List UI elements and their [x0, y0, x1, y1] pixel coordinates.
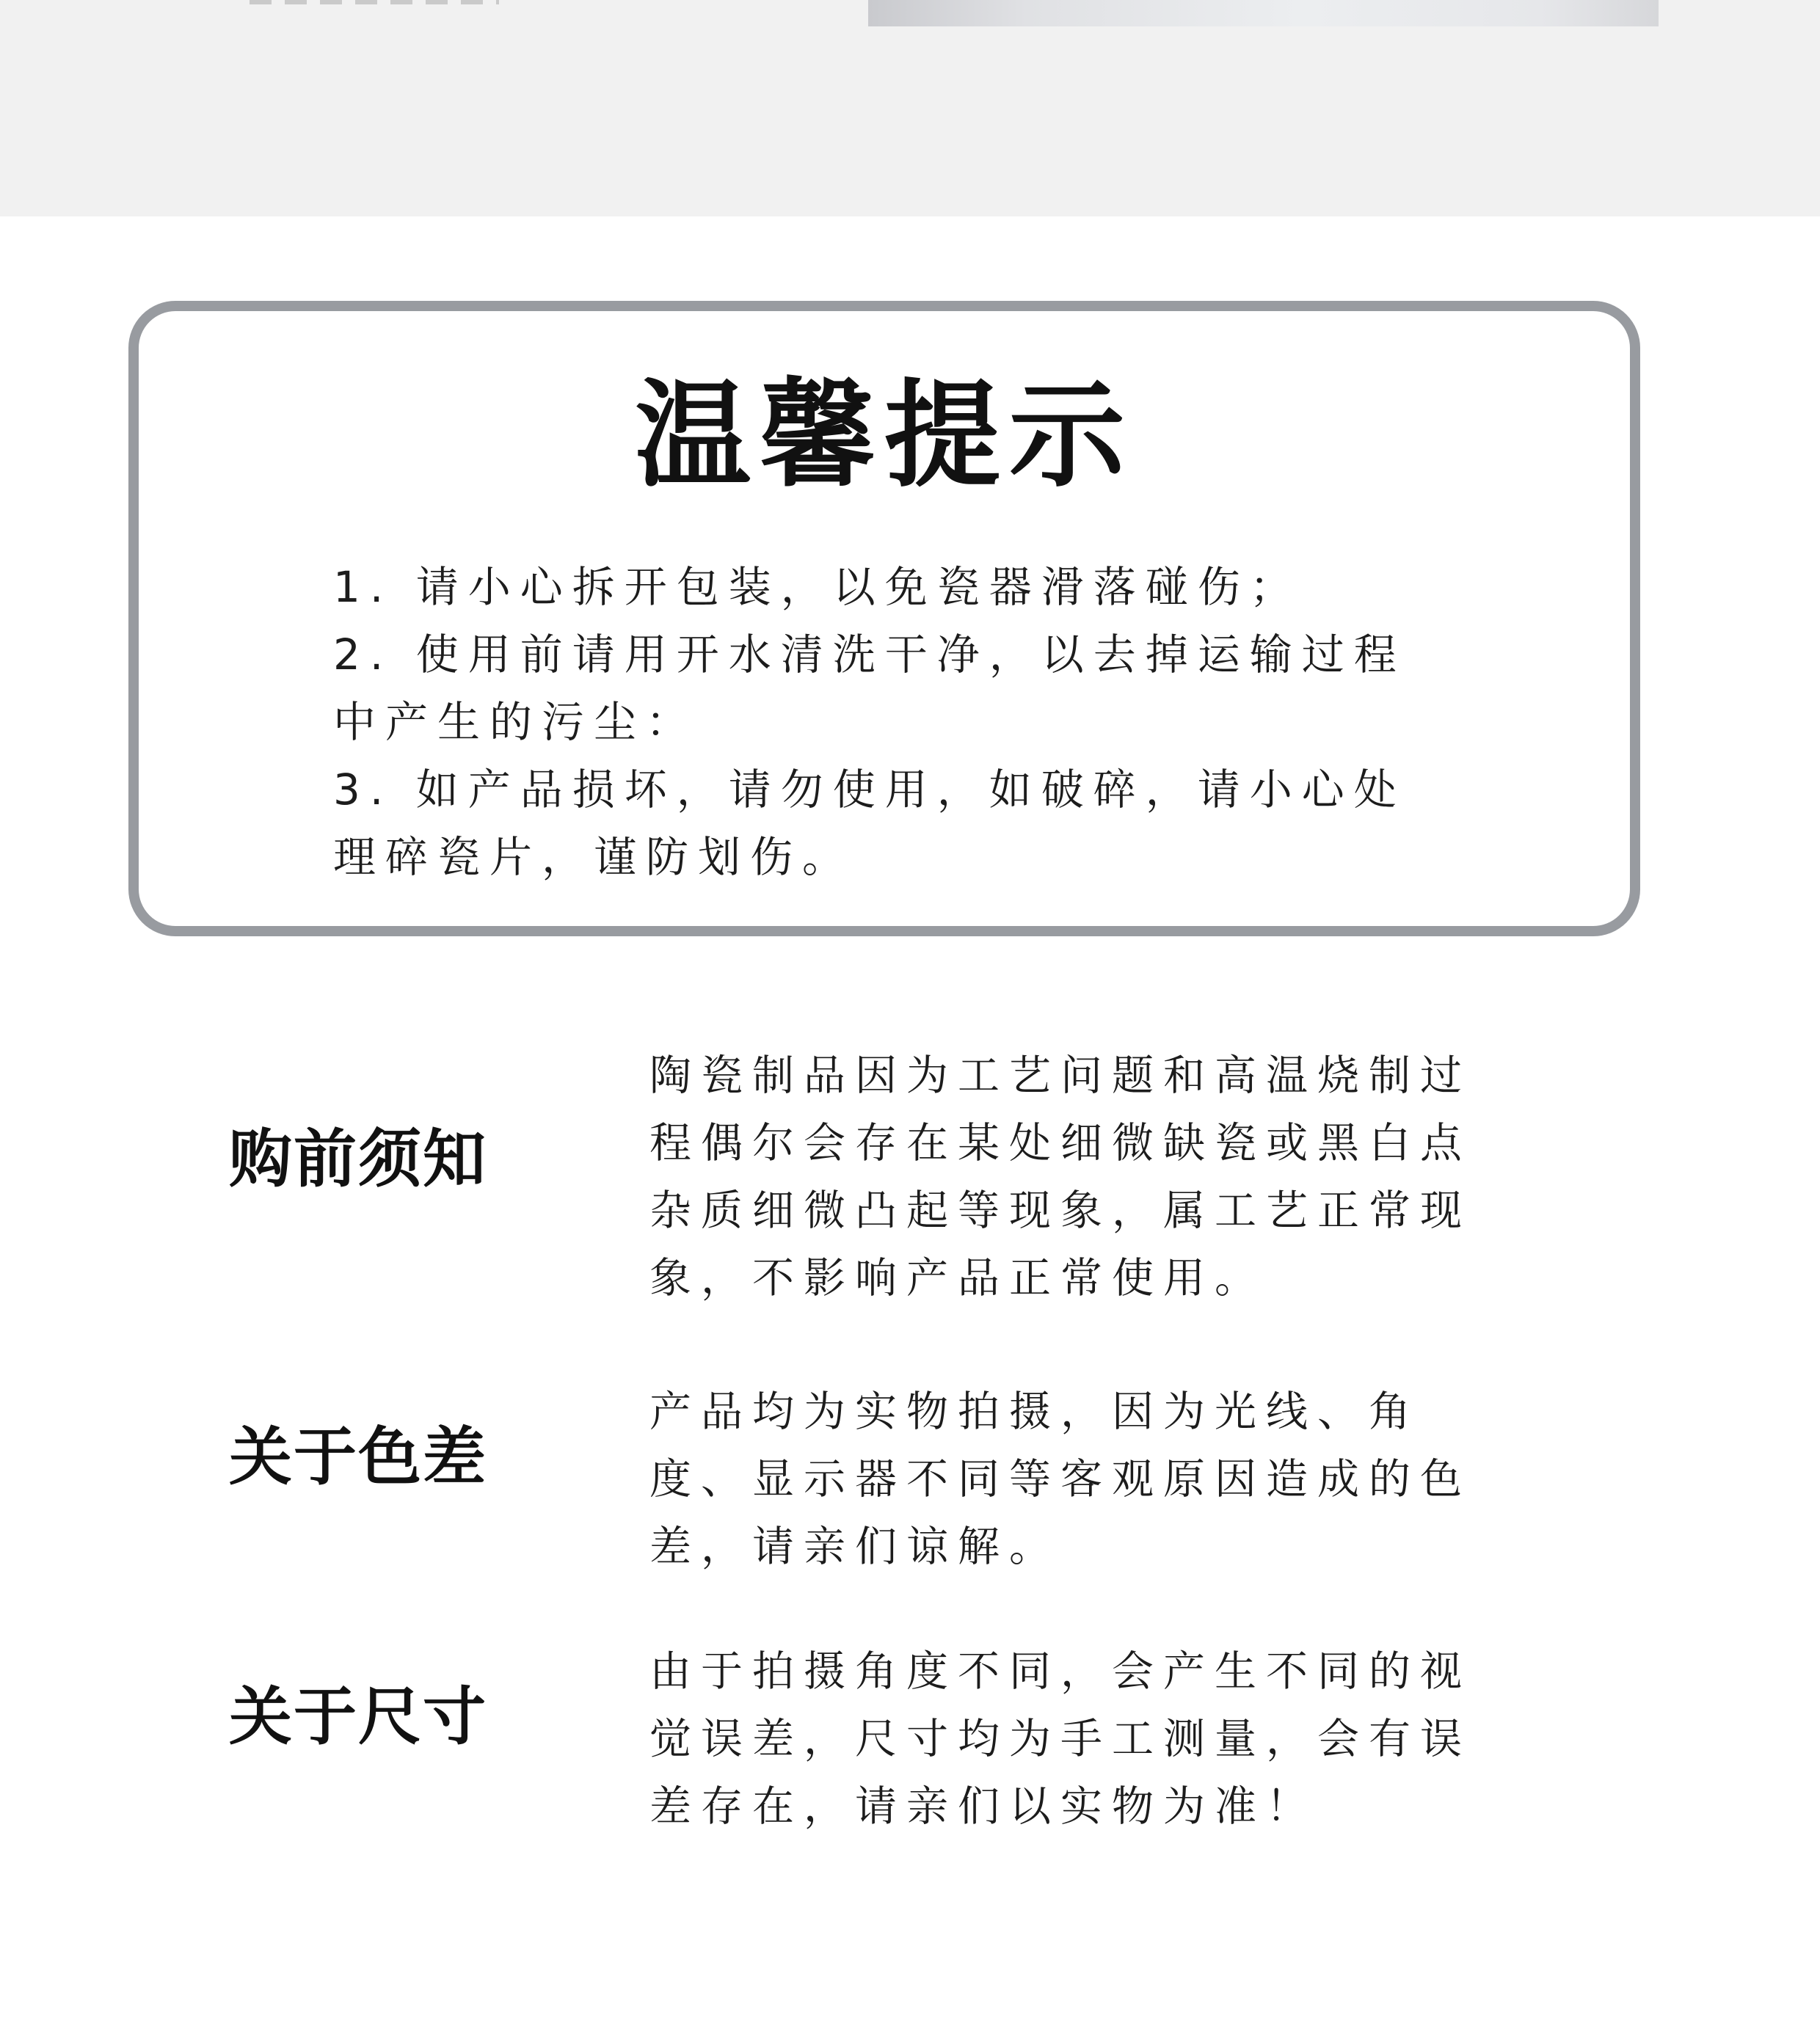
warm-tips-list — [333, 553, 1449, 891]
banner-caption-fragment — [250, 0, 499, 4]
warm-tips-title: 温馨提示 — [635, 368, 1134, 503]
product-photo-fragment — [868, 0, 1659, 26]
notice-text: 陶瓷制品因为工艺问题和高温烧制过程偶尔会存在某处细微缺瓷或黑白点杂质细微凸起等现象，属工艺正常现象，不影响产品正常使用。 — [649, 1051, 1471, 1302]
warm-tip-item: 3. 如产品损坏，请勿使用，如破碎，请小心处理碎瓷片，谨防划伤。 — [333, 765, 1406, 882]
notice-text: 由于拍摄角度不同，会产生不同的视觉误差，尺寸均为手工测量，会有误差存在，请亲们以实物为准！ — [649, 1647, 1471, 1831]
warm-tip-item: 2. 使用前请用开水清洗干净，以去掉运输过程中产生的污尘： — [333, 630, 1406, 747]
warm-tips-panel — [128, 301, 1640, 936]
notice-text: 产品均为实物拍摄，因为光线、角度、显示器不同等客观原因造成的色差，请亲们谅解。 — [649, 1388, 1471, 1571]
notice-heading: 购前须知 — [229, 1123, 487, 1196]
notice-heading: 关于尺寸 — [229, 1680, 487, 1754]
warm-tip-item: 1. 请小心拆开包装，以免瓷器滑落碰伤； — [333, 562, 1302, 612]
top-product-banner — [0, 0, 1820, 216]
notice-heading: 关于色差 — [229, 1421, 487, 1494]
